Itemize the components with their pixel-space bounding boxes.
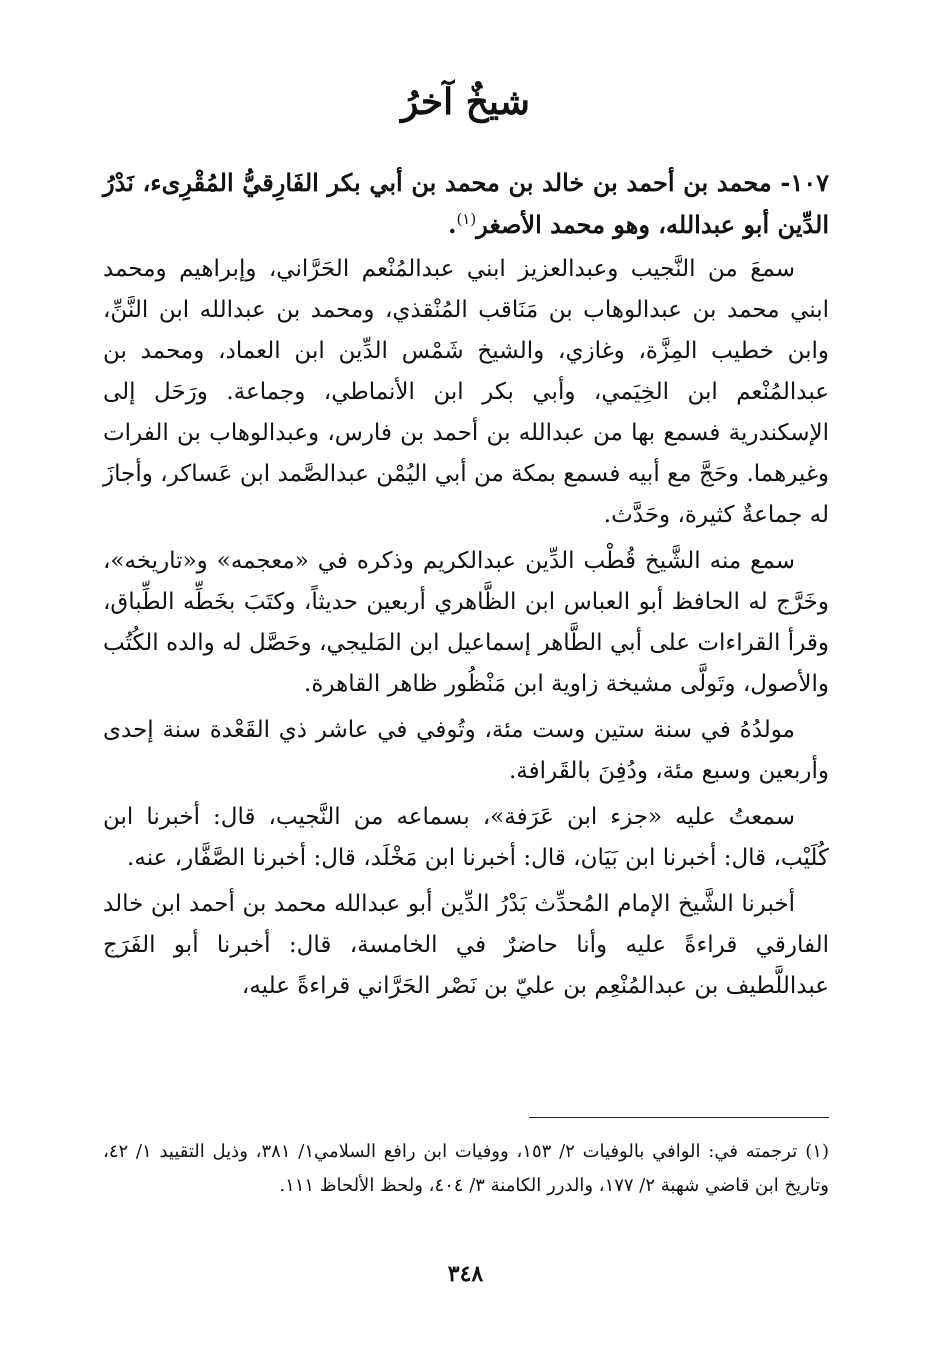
paragraph-birth-death: مولدُهُ في سنة ستين وست مئة، وتُوفي في عاشر ذي القَعْدة سنة إحدى وأربعين وسبع مئة، ودُفِنَ بالقَرافة. bbox=[103, 717, 829, 784]
footnote-reference: (١) bbox=[456, 210, 477, 228]
paragraph-isnad: أخبرنا الشَّيخ الإمام المُحدِّث بَدْرُ الدِّين أبو عبدالله محمد بن أحمد ابن خالد الفارقي قراءةً عليه وأنا حاضرٌ في الخامسة، قال: أخبرنا أبو الفَرَج عبداللَّطيف بن عبدالمُنْعِم بن عليّ بن نَصْر الحَرَّاني قراءةً عليه، bbox=[103, 891, 829, 999]
entry-title-end: . bbox=[448, 210, 457, 239]
section-heading: شيخٌ آخرُ bbox=[401, 81, 530, 123]
body-text bbox=[103, 249, 829, 1012]
paragraph-students: سمع منه الشَّيخ قُطْب الدِّين عبدالكريم وذكره في «معجمه» و«تاريخه»، وخَرَّج له الحافظ أبو العباس ابن الظَّاهري أربعين حديثاً، وكتَبَ بخَطِّه الطِّباق، وقرأ القراءات على أبي الطَّاهر إسماعيل ابن المَليجي، وحَصَّل له والده الكُتُب والأصول، وتَولَّى مشيخة زاوية ابن مَنْظُور ظاهر القاهرة. bbox=[103, 548, 829, 697]
footnotes bbox=[103, 1135, 829, 1203]
footnote-marker: (١) bbox=[805, 1141, 829, 1162]
paragraph-chain: سمعتُ عليه «جزء ابن عَرَفة»، بسماعه من النَّجيب، قال: أخبرنا ابن كُلَيْب، قال: أخبرنا ابن بَيَان، قال: أخبرنا ابن مَخْلَد، قال: أخبرنا الصَّفَّار، عنه. bbox=[103, 804, 829, 871]
paragraph-hearing: سمعَ من النَّجيب وعبدالعزيز ابني عبدالمُنْعم الحَرَّاني، وإبراهيم ومحمد ابني محمد بن عبدالوهاب بن مَنَاقب المُنْقذي، ومحمد بن عبدالله ابن النَّنِّ، وابن خطيب المِزَّة، وغازي، والشيخ شَمْس الدِّين ابن العماد، ومحمد بن عبدالمُنْعم ابن الخِيَمي، وأبي بكر ابن الأنماطي، وجماعة. ورَحَل إلى الإسكندرية فسمع بها من عبدالله بن أحمد بن فارس، وعبدالوهاب بن الفرات وغيرهما. وحَجَّ مع أبيه فسمع بمكة من أبي اليُمْن عبدالصَّمد ابن عَساكر، وأجازَ له جماعةٌ كثيرة، وحَدَّث. bbox=[103, 256, 829, 528]
page-number: ٣٤٨ bbox=[447, 1261, 484, 1287]
entry-title bbox=[103, 162, 829, 246]
entry-title-text: ١٠٧- محمد بن أحمد بن خالد بن محمد بن أبي بكر الفَارِقيُّ المُقْرِىء، نَدْرُ الدِّين أبو عبدالله، وهو محمد الأصغر bbox=[103, 168, 829, 239]
footnote-divider bbox=[529, 1117, 829, 1118]
footnote-item bbox=[103, 1135, 829, 1203]
footnote-text: ترجمته في: الوافي بالوفيات ٢/ ١٥٣، ووفيات ابن رافع السلامي١/ ٣٨١، وذيل التقييد ١/ ٤٢، وتاريخ ابن قاضي شهبة ٢/ ١٧٧، والدرر الكامنة ٣/ ٤٠٤، ولحظ الألحاظ ١١١. bbox=[103, 1141, 829, 1196]
